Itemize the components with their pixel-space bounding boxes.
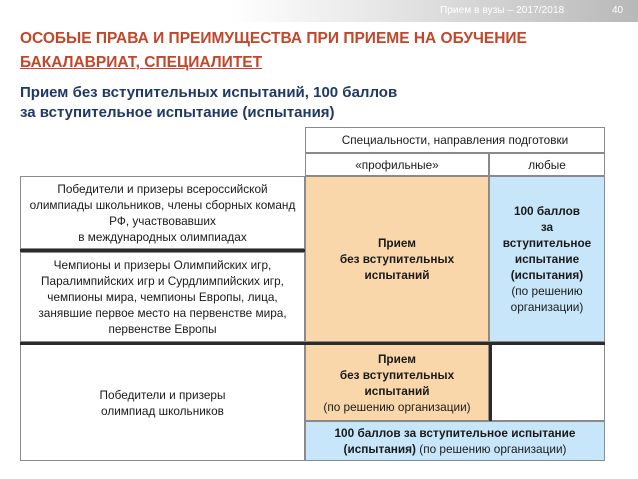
cell-admission-org-decision-note: (по решению организации) [323, 399, 471, 414]
header-bar [0, 0, 638, 22]
cell-admission-org-decision-bold: Прием без вступительных испытаний [339, 351, 455, 398]
cell-admission-org-decision [305, 344, 489, 421]
page-number: 40 [612, 5, 624, 16]
row-champions [20, 252, 305, 342]
page-subtitle-level: БАКАЛАВРИАТ, СПЕЦИАЛИТЕТ [20, 54, 263, 71]
row-olympiad-all-russia-text: Победители и призеры всероссийской олимпиады школьников, члены сборных команд РФ, участвовавших в международных олимпиадах [29, 181, 296, 244]
cell-admission-no-exams [305, 176, 489, 342]
header-specialties [305, 127, 605, 153]
cell-100-points-org-decision-note: (по решению организации) [419, 442, 567, 456]
row-separator-2 [20, 342, 605, 345]
row-separator-1 [20, 249, 305, 252]
cell-empty [489, 344, 605, 421]
section-heading: Прием без вступительных испытаний, 100 баллов за вступительное испытание (испытания) [20, 84, 398, 121]
row-olympiad-all-russia [20, 176, 305, 249]
cell-100-points [489, 176, 605, 342]
row-school-olympiads [20, 344, 305, 461]
header-profile [305, 153, 489, 176]
cell-admission-no-exams-text: Прием без вступительных испытаний [339, 236, 455, 282]
header-profile-text: «профильные» [355, 157, 439, 172]
cell-100-points-org-decision-bold: 100 баллов за вступительное испытание (испытания) [334, 426, 576, 456]
cell-100-points-org-decision-text [335, 425, 576, 457]
row-school-olympiads-text: Победители и призеры олимпиад школьников [99, 387, 226, 418]
header-specialties-text: Специальности, направления подготовки [341, 133, 569, 147]
column-separator [489, 344, 492, 421]
cell-100-points-bold: 100 баллов за вступительное испытание (испытания) [502, 204, 592, 282]
header-any [489, 153, 605, 176]
slide-context: Прием в вузы – 2017/2018 [440, 5, 565, 16]
page-title: ОСОБЫЕ ПРАВА И ПРЕИМУЩЕСТВА ПРИ ПРИЕМЕ НА ОБУЧЕНИЕ [20, 30, 527, 47]
cell-100-points-note: (по решению организации) [510, 284, 584, 314]
cell-100-points-org-decision [305, 421, 605, 461]
row-champions-text: Чемпионы и призеры Олимпийских игр, Паралимпийских игр и Сурдлимпийских игр, чемпионы мира, чемпионы Европы, лица, занявшие первое место на первенстве мира, первенстве Европы [38, 258, 287, 336]
header-gradient [230, 0, 638, 22]
header-any-text: любые [528, 157, 566, 172]
